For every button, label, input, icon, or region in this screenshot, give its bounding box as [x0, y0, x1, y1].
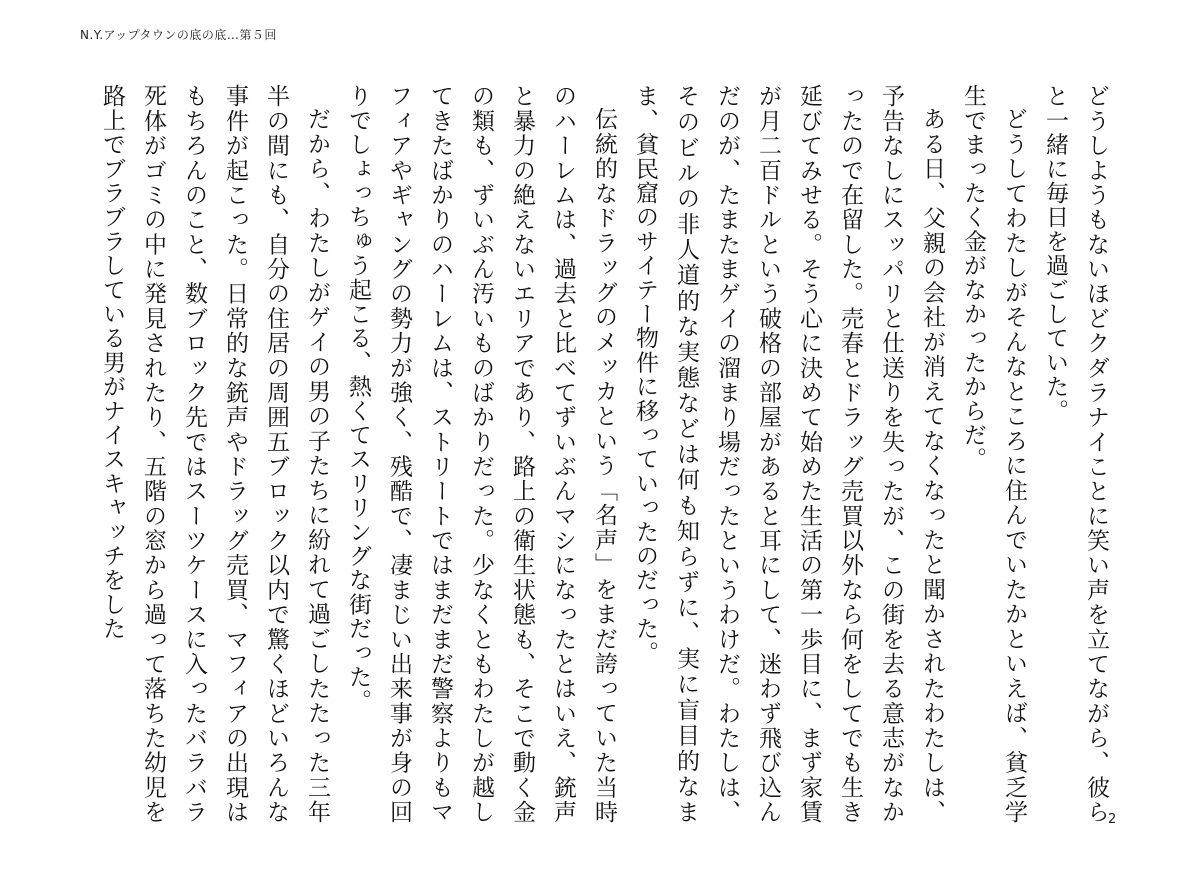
- paragraph-1: どうしようもないほどクダラナイことに笑い声を立てながら、彼らと一緒に毎日を過ごしていた。: [1042, 84, 1109, 824]
- body-text-area: [76, 84, 1116, 824]
- paragraph-5: だから、わたしがゲイの男の子たちに紛れて過ごしたたった三年半の間にも、自分の住居の周囲五ブロック以内で驚くほどいろんな事件が起こった。日常的な銃声やドラッグ売買、マフィアの出現はもちろんのこと、数ブロック先ではスーツケースに入ったバラバラ死体がゴミの中に発見されたり、五階の窓から過って落ちた幼児を路上でブラブラしている男がナイスキャッチをした: [99, 84, 330, 824]
- paragraph-2: どうしてわたしがそんなところに住んでいたかといえば、貧乏学生でまったく金がなかったからだ。: [960, 84, 1027, 824]
- paragraph-3: ある日、父親の会社が消えてなくなったと聞かされたわたしは、予告なしにスッパリと仕送りを失ったが、この街を去る意志がなかったので在留した。売春とドラッグ売買以外なら何をしてでも生き延びてみせる。そう心に決めて始めた生活の第一歩目に、まず家賃が月二百ドルという破格の部屋があると耳にして、迷わず飛び込んだのが、たまたまゲイの溜まり場だったというわけだ。わたしは、そのビルの非人道的な実態などは何も知らずに、実に盲目的なまま、貧民窟のサイテー物件に移っていったのだった。: [632, 84, 945, 824]
- paragraph-4: 伝統的なドラッグのメッカという「名声」をまだ誇っていた当時のハーレムは、過去と比べてずいぶんマシになったとはいえ、銃声と暴力の絶えないエリアであり、路上の衛生状態も、そこで動く金の類も、ずいぶん汚いものばかりだった。少なくともわたしが越してきたばかりのハーレムは、ストリートではまだまだ警察よりもマフィアやギャングの勢力が強く、残酷で、凄まじい出来事が身の回りでしょっちゅう起こる、熱くてスリリングな街だった。: [345, 84, 617, 824]
- running-header: N.Y.アップタウンの底の底…第５回: [80, 28, 277, 42]
- page-number: 2: [1108, 812, 1117, 827]
- vertical-body-text: [76, 84, 1116, 824]
